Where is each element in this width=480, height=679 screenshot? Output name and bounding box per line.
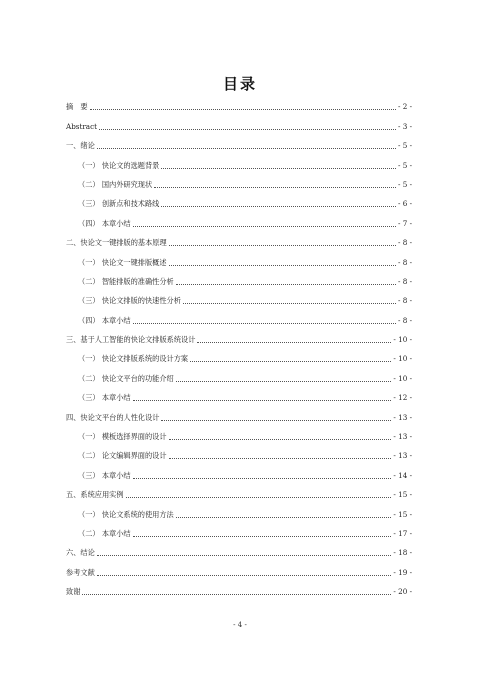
toc-entry[interactable] bbox=[66, 481, 412, 500]
toc-entry-title: （一） 模板选择界面的设计 bbox=[78, 432, 167, 442]
toc-entry-page: - 10 - bbox=[393, 354, 412, 364]
toc-leader-dots bbox=[197, 341, 391, 343]
toc-entry-page: - 15 - bbox=[393, 509, 412, 519]
toc-leader-dots bbox=[90, 108, 396, 110]
toc-entry[interactable] bbox=[66, 403, 412, 422]
toc-leader-dots bbox=[97, 554, 392, 556]
toc-leader-dots bbox=[97, 574, 392, 576]
toc-entry[interactable] bbox=[66, 384, 412, 403]
toc-entry-title: （三） 快论文排版的快速性分析 bbox=[78, 296, 181, 306]
toc-entry-page: - 8 - bbox=[398, 296, 412, 306]
toc-entry-page: - 7 - bbox=[398, 218, 412, 228]
toc-leader-dots bbox=[126, 496, 392, 498]
toc-entry-title: 三、基于人工智能的快论文排版系统设计 bbox=[66, 335, 196, 345]
toc-entry-title: （一） 快论文系统的使用方法 bbox=[78, 509, 174, 519]
toc-entry[interactable] bbox=[66, 364, 412, 383]
toc-entry-page: - 10 - bbox=[393, 335, 412, 345]
toc-entry-page: - 14 - bbox=[393, 470, 412, 480]
toc-entry-title: （三） 创新点和技术路线 bbox=[78, 199, 160, 209]
toc-leader-dots bbox=[161, 205, 396, 207]
toc-entry-page: - 2 - bbox=[398, 102, 412, 112]
table-of-contents bbox=[66, 93, 412, 597]
toc-entry-title: （二） 论文编辑界面的设计 bbox=[78, 451, 167, 461]
toc-leader-dots bbox=[133, 535, 392, 537]
toc-leader-dots bbox=[154, 186, 396, 188]
toc-leader-dots bbox=[183, 302, 396, 304]
toc-leader-dots bbox=[133, 477, 392, 479]
toc-leader-dots bbox=[133, 399, 392, 401]
toc-entry-page: - 8 - bbox=[398, 257, 412, 267]
toc-entry-title: （四） 本章小结 bbox=[78, 218, 131, 228]
toc-entry-title: Abstract bbox=[66, 121, 98, 131]
toc-entry[interactable] bbox=[66, 345, 412, 364]
toc-entry[interactable] bbox=[66, 442, 412, 461]
toc-entry[interactable] bbox=[66, 287, 412, 306]
toc-entry-title: 四、快论文平台的人性化设计 bbox=[66, 412, 160, 422]
toc-entry-title: 五、系统应用实例 bbox=[66, 490, 124, 500]
toc-entry-page: - 19 - bbox=[393, 567, 412, 577]
toc-entry[interactable] bbox=[66, 112, 412, 131]
toc-leader-dots bbox=[133, 322, 396, 324]
toc-entry[interactable] bbox=[66, 520, 412, 539]
toc-entry-page: - 20 - bbox=[393, 587, 412, 597]
toc-entry[interactable] bbox=[66, 539, 412, 558]
toc-entry[interactable] bbox=[66, 306, 412, 325]
toc-entry[interactable] bbox=[66, 423, 412, 442]
toc-entry[interactable] bbox=[66, 132, 412, 151]
toc-leader-dots bbox=[99, 128, 396, 130]
toc-entry-page: - 13 - bbox=[393, 451, 412, 461]
toc-entry-page: - 5 - bbox=[398, 141, 412, 151]
toc-entry-page: - 10 - bbox=[393, 373, 412, 383]
page-number: - 4 - bbox=[233, 621, 247, 629]
toc-entry-title: （二） 国内外研究现状 bbox=[78, 179, 153, 189]
toc-leader-dots bbox=[169, 264, 396, 266]
toc-entry[interactable] bbox=[66, 209, 412, 228]
toc-leader-dots bbox=[169, 438, 392, 440]
toc-entry[interactable] bbox=[66, 248, 412, 267]
toc-leader-dots bbox=[169, 457, 392, 459]
toc-entry[interactable] bbox=[66, 229, 412, 248]
toc-entry-title: （三） 本章小结 bbox=[78, 470, 131, 480]
toc-entry-page: - 12 - bbox=[393, 393, 412, 403]
toc-entry[interactable] bbox=[66, 326, 412, 345]
toc-entry-title: 一、绪论 bbox=[66, 141, 95, 151]
toc-entry-title: 参考文献 bbox=[66, 567, 95, 577]
toc-leader-dots bbox=[169, 244, 396, 246]
toc-entry-page: - 17 - bbox=[393, 528, 412, 538]
toc-entry-page: - 6 - bbox=[398, 199, 412, 209]
toc-entry-page: - 13 - bbox=[393, 412, 412, 422]
toc-title: 目录 bbox=[222, 75, 257, 93]
toc-entry[interactable] bbox=[66, 93, 412, 112]
toc-leader-dots bbox=[176, 283, 396, 285]
toc-entry[interactable] bbox=[66, 268, 412, 287]
toc-entry-title: （一） 快论文一键排版概述 bbox=[78, 257, 167, 267]
toc-entry-page: - 8 - bbox=[398, 276, 412, 286]
toc-entry[interactable] bbox=[66, 578, 412, 597]
toc-leader-dots bbox=[133, 225, 396, 227]
toc-entry[interactable] bbox=[66, 171, 412, 190]
toc-leader-dots bbox=[97, 147, 396, 149]
toc-entry-page: - 3 - bbox=[398, 121, 412, 131]
toc-entry-title: 摘 要 bbox=[66, 102, 88, 112]
toc-entry[interactable] bbox=[66, 151, 412, 170]
toc-entry-title: 六、结论 bbox=[66, 548, 95, 558]
toc-leader-dots bbox=[190, 360, 391, 362]
toc-entry-page: - 15 - bbox=[393, 490, 412, 500]
toc-entry[interactable] bbox=[66, 500, 412, 519]
toc-leader-dots bbox=[176, 380, 392, 382]
toc-entry-title: 致谢 bbox=[66, 587, 81, 597]
toc-entry-page: - 18 - bbox=[393, 548, 412, 558]
toc-entry-title: （一） 快论文的选题背景 bbox=[78, 160, 160, 170]
toc-entry-title: （四） 本章小结 bbox=[78, 315, 131, 325]
toc-entry-title: （二） 智能排版的准确性分析 bbox=[78, 276, 174, 286]
toc-entry-title: （三） 本章小结 bbox=[78, 393, 131, 403]
toc-leader-dots bbox=[176, 516, 392, 518]
toc-leader-dots bbox=[161, 167, 396, 169]
toc-entry-title: （二） 本章小结 bbox=[78, 528, 131, 538]
toc-entry-title: （二） 快论文平台的功能介绍 bbox=[78, 373, 174, 383]
toc-entry[interactable] bbox=[66, 190, 412, 209]
toc-entry-title: 二、快论文一键排版的基本原理 bbox=[66, 238, 167, 248]
toc-entry[interactable] bbox=[66, 558, 412, 577]
toc-entry-page: - 5 - bbox=[398, 160, 412, 170]
toc-entry-page: - 8 - bbox=[398, 238, 412, 248]
toc-entry-title: （一） 快论文排版系统的设计方案 bbox=[78, 354, 189, 364]
toc-entry-page: - 5 - bbox=[398, 179, 412, 189]
toc-leader-dots bbox=[161, 419, 391, 421]
toc-entry[interactable] bbox=[66, 461, 412, 480]
toc-leader-dots bbox=[82, 593, 391, 595]
toc-entry-page: - 13 - bbox=[393, 432, 412, 442]
toc-entry-page: - 8 - bbox=[398, 315, 412, 325]
